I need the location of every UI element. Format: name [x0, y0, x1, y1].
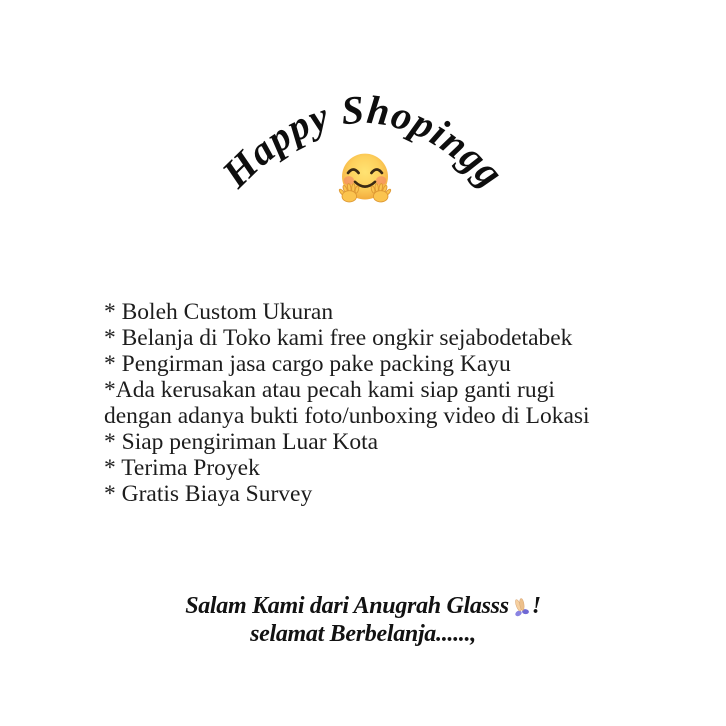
emoji-hand-right [370, 183, 391, 202]
list-item-continuation: dengan adanya bukti foto/unboxing video di Lokasi [104, 403, 590, 429]
footer-greeting-text: Salam Kami dari Anugrah Glasss [185, 593, 509, 619]
list-item: * Pengirman jasa cargo pake packing Kayu [104, 351, 511, 377]
list-item: * Siap pengiriman Luar Kota [104, 429, 379, 455]
footer [0, 592, 726, 648]
footer-closing: selamat Berbelanja......, [250, 621, 476, 647]
list-item: * Belanja di Toko kami free ongkir sejabodetabek [104, 325, 573, 351]
list-item: *Ada kerusakan atau pecah kami siap ganti rugi [104, 377, 555, 403]
folded-hands-icon [510, 596, 531, 617]
footer-greeting [0, 592, 726, 620]
emoji-hand-left [338, 183, 359, 202]
hugging-face-icon [336, 150, 394, 208]
footer-greeting-exclamation: ! [531, 593, 541, 619]
page-title-text: Happy Shopingg [213, 86, 514, 197]
list-item: * Boleh Custom Ukuran [104, 299, 334, 325]
list-item: * Terima Proyek [104, 455, 260, 481]
info-list [104, 299, 590, 507]
list-item: * Gratis Biaya Survey [104, 481, 313, 507]
